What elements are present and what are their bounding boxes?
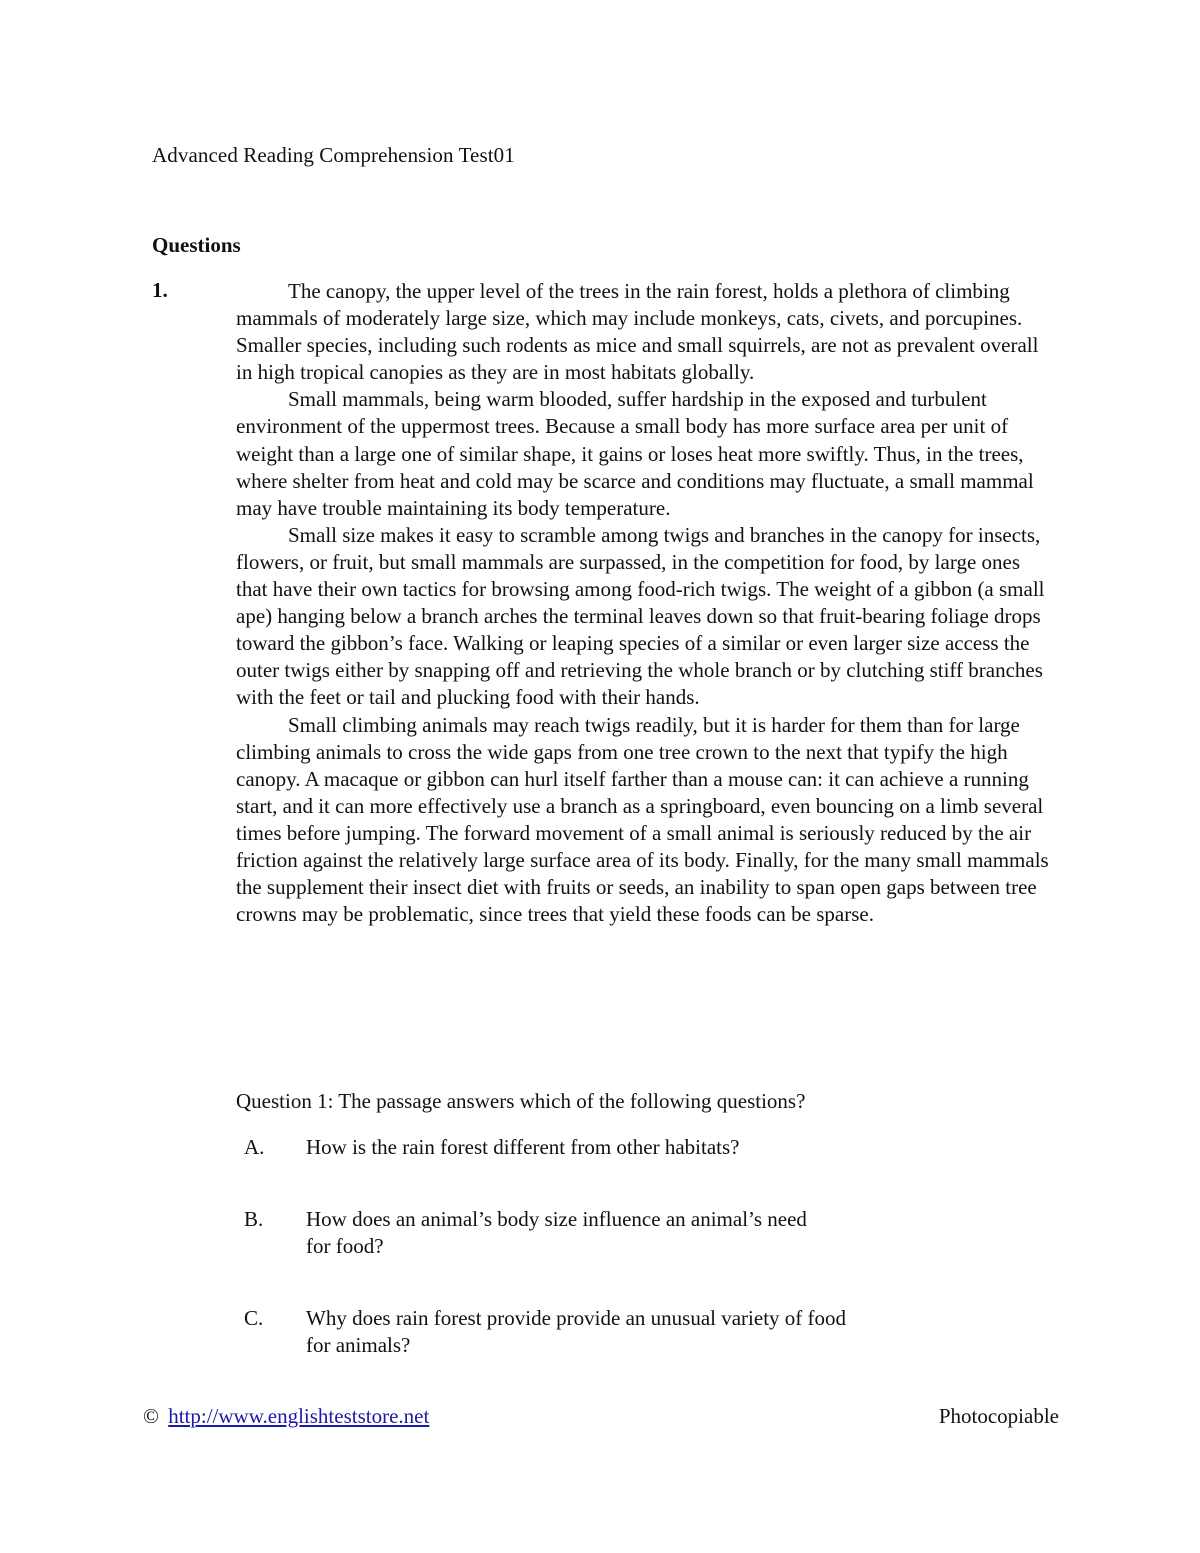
document-title: Advanced Reading Comprehension Test01	[152, 143, 515, 167]
passage-paragraph-1: The canopy, the upper level of the trees in the rain forest, holds a plethora of climbing mammals of moderately large size, which may include monkeys, cats, civets, and porcupines. Smaller species, including such rodents as mice and small squirrels, are not as prevalent overall in high tropical canopies as they are in most habitats globally.	[236, 279, 1039, 385]
copyright-symbol: ©	[143, 1404, 159, 1428]
footer-copyright	[143, 1404, 429, 1429]
section-heading: Questions	[152, 233, 241, 257]
option-text: How is the rain forest different from other habitats?	[306, 1135, 740, 1159]
option-text: How does an animal’s body size influence an animal’s need for food?	[306, 1207, 807, 1258]
reading-passage	[236, 278, 1051, 928]
passage-paragraph-3: Small size makes it easy to scramble among twigs and branches in the canopy for insects, flowers, or fruit, but small mammals are surpassed, in the competition for food, by large ones that have their own tactics for browsing among food-rich twigs. The weight of a gibbon (a small ape) hanging below a branch arches the terminal leaves down so that fruit-bearing foliage drops toward the gibbon’s face. Walking or leaping species of a similar or even larger size access the outer twigs either by snapping off and retrieving the whole branch or by clutching stiff branches with the feet or tail and plucking food with their hands.	[236, 522, 1045, 710]
option-letter: C.	[244, 1306, 264, 1330]
question-stem: Question 1: The passage answers which of the following questions?	[236, 1089, 806, 1113]
passage-paragraph-4: Small climbing animals may reach twigs readily, but it is harder for them than for large climbing animals to cross the wide gaps from one tree crown to the next that typify the high canopy. A macaque or gibbon can hurl itself farther than a mouse can: it can achieve a running start, and it can more effectively use a branch as a springboard, even bouncing on a limb several times before jumping. The forward movement of a small animal is seriously reduced by the air friction against the relatively large surface area of its body. Finally, for the many small mammals the supplement their insect diet with fruits or seeds, an inability to span open gaps between tree crowns may be problematic, since trees that yield these foods can be sparse.	[236, 712, 1049, 927]
question-number: 1.	[152, 278, 168, 302]
option-letter: A.	[244, 1135, 265, 1159]
passage-paragraph-2: Small mammals, being warm blooded, suffer hardship in the exposed and turbulent environment of the uppermost trees. Because a small body has more surface area per unit of weight than a large one of similar shape, it gains or loses heat more swiftly. Thus, in the trees, where shelter from heat and cold may be scarce and conditions may fluctuate, a small mammal may have trouble maintaining its body temperature.	[236, 387, 1034, 520]
photocopiable-label: Photocopiable	[938, 1404, 1059, 1428]
website-link[interactable]: http://www.englishteststore.net	[168, 1404, 430, 1428]
option-letter: B.	[244, 1207, 264, 1231]
option-text: Why does rain forest provide provide an unusual variety of food for animals?	[306, 1306, 847, 1357]
